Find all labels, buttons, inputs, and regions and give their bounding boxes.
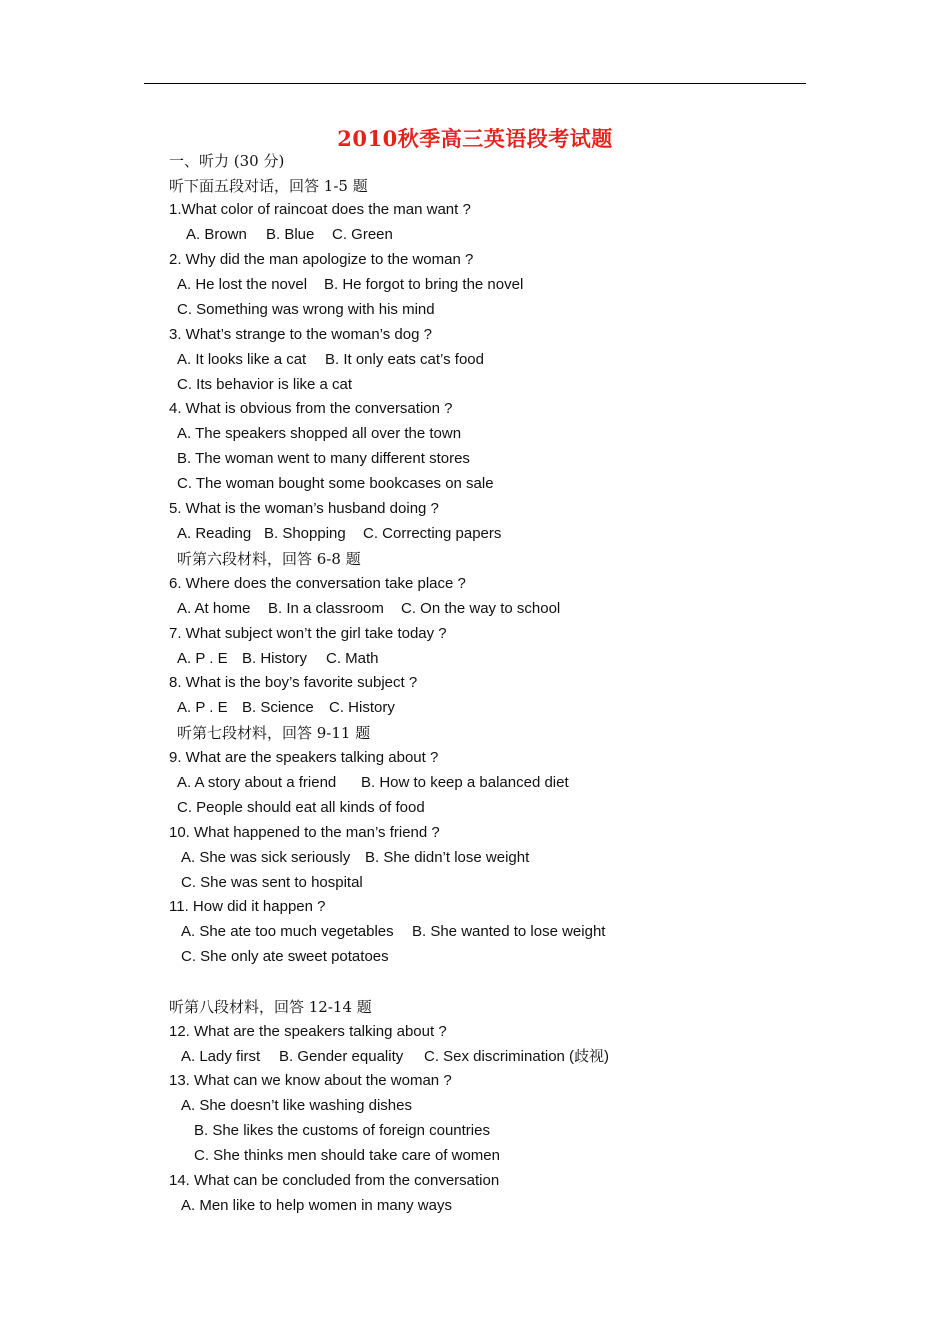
instruction: 听下面五段对话，回答 1-5 题 bbox=[169, 177, 368, 195]
header-rule bbox=[144, 83, 806, 84]
question-text: 3. What’s strange to the woman’s dog ? bbox=[169, 326, 432, 343]
option: C. Green bbox=[332, 226, 393, 243]
option: B. He forgot to bring the novel bbox=[324, 276, 524, 293]
option: B. She likes the customs of foreign countries bbox=[194, 1122, 490, 1139]
question-text: 13. What can we know about the woman ? bbox=[169, 1072, 452, 1089]
option: B. Science bbox=[242, 699, 314, 716]
option-row bbox=[181, 922, 605, 942]
option: C. People should eat all kinds of food bbox=[177, 799, 425, 816]
option: B. Shopping bbox=[264, 525, 346, 542]
question-text: 10. What happened to the man’s friend ? bbox=[169, 824, 440, 841]
option-row bbox=[177, 599, 560, 619]
question-text: 2. Why did the man apologize to the woman ? bbox=[169, 251, 474, 268]
option: A. A story about a friend bbox=[177, 774, 337, 791]
section-heading: 一、听力 (30 分) bbox=[169, 152, 285, 170]
option-row bbox=[181, 848, 529, 868]
option: B. She didn’t lose weight bbox=[365, 849, 530, 866]
question-text: 8. What is the boy’s favorite subject ? bbox=[169, 674, 418, 691]
option: A. She doesn’t like washing dishes bbox=[181, 1097, 412, 1114]
option: A. P . E bbox=[177, 650, 228, 667]
question-text: 1.What color of raincoat does the man want ? bbox=[169, 201, 471, 218]
option: B. The woman went to many different stores bbox=[177, 450, 470, 467]
option: C. Math bbox=[326, 650, 379, 667]
option: B. History bbox=[242, 650, 308, 667]
option-row bbox=[181, 1047, 609, 1067]
option: A. Men like to help women in many ways bbox=[181, 1197, 452, 1214]
instruction: 听第六段材料，回答 6-8 题 bbox=[177, 550, 361, 568]
question-text: 11. How did it happen ? bbox=[169, 898, 326, 915]
option: B. Gender equality bbox=[279, 1048, 404, 1065]
question-text: 14. What can be concluded from the conversation bbox=[169, 1172, 500, 1189]
option: C. She was sent to hospital bbox=[181, 874, 363, 891]
question-text: 5. What is the woman’s husband doing ? bbox=[169, 500, 439, 517]
instruction: 听第七段材料，回答 9-11 题 bbox=[177, 724, 371, 742]
option: C. Correcting papers bbox=[363, 525, 502, 542]
option: C. Its behavior is like a cat bbox=[177, 376, 353, 393]
option-row bbox=[177, 649, 379, 669]
option: A. He lost the novel bbox=[177, 276, 308, 293]
instruction: 听第八段材料，回答 12-14 题 bbox=[169, 998, 372, 1016]
option-row bbox=[177, 773, 569, 793]
option: C. She only ate sweet potatoes bbox=[181, 948, 389, 965]
option: B. She wanted to lose weight bbox=[412, 923, 606, 940]
option: B. How to keep a balanced diet bbox=[361, 774, 569, 791]
option: A. She ate too much vegetables bbox=[181, 923, 394, 940]
page-title: 2010秋季高三英语段考试题 bbox=[337, 126, 613, 151]
question-text: 7. What subject won’t the girl take today ? bbox=[169, 625, 447, 642]
option-row bbox=[177, 350, 484, 370]
question-text: 9. What are the speakers talking about ? bbox=[169, 749, 439, 766]
option: A. It looks like a cat bbox=[177, 351, 307, 368]
option: A. P . E bbox=[177, 699, 228, 716]
option: A. At home bbox=[177, 600, 251, 617]
option: A. Brown bbox=[186, 226, 247, 243]
option: B. In a classroom bbox=[268, 600, 384, 617]
option-row bbox=[177, 524, 501, 544]
option: C. The woman bought some bookcases on sale bbox=[177, 475, 494, 492]
option: C. On the way to school bbox=[401, 600, 561, 617]
option: A. Reading bbox=[177, 525, 252, 542]
option-row bbox=[186, 225, 393, 245]
option-row bbox=[177, 698, 395, 718]
question-text: 12. What are the speakers talking about ? bbox=[169, 1023, 447, 1040]
question-text: 6. Where does the conversation take place ? bbox=[169, 575, 466, 592]
option-row bbox=[177, 275, 523, 295]
option: C. She thinks men should take care of women bbox=[194, 1147, 500, 1164]
option: C. Something was wrong with his mind bbox=[177, 301, 435, 318]
option: B. It only eats cat’s food bbox=[325, 351, 484, 368]
question-text: 4. What is obvious from the conversation ? bbox=[169, 400, 453, 417]
option: C. Sex discrimination (歧视) bbox=[424, 1048, 610, 1065]
option: A. She was sick seriously bbox=[181, 849, 351, 866]
option: C. History bbox=[329, 699, 395, 716]
option: B. Blue bbox=[266, 226, 315, 243]
option: A. The speakers shopped all over the town bbox=[177, 425, 462, 442]
option: A. Lady first bbox=[181, 1048, 261, 1065]
